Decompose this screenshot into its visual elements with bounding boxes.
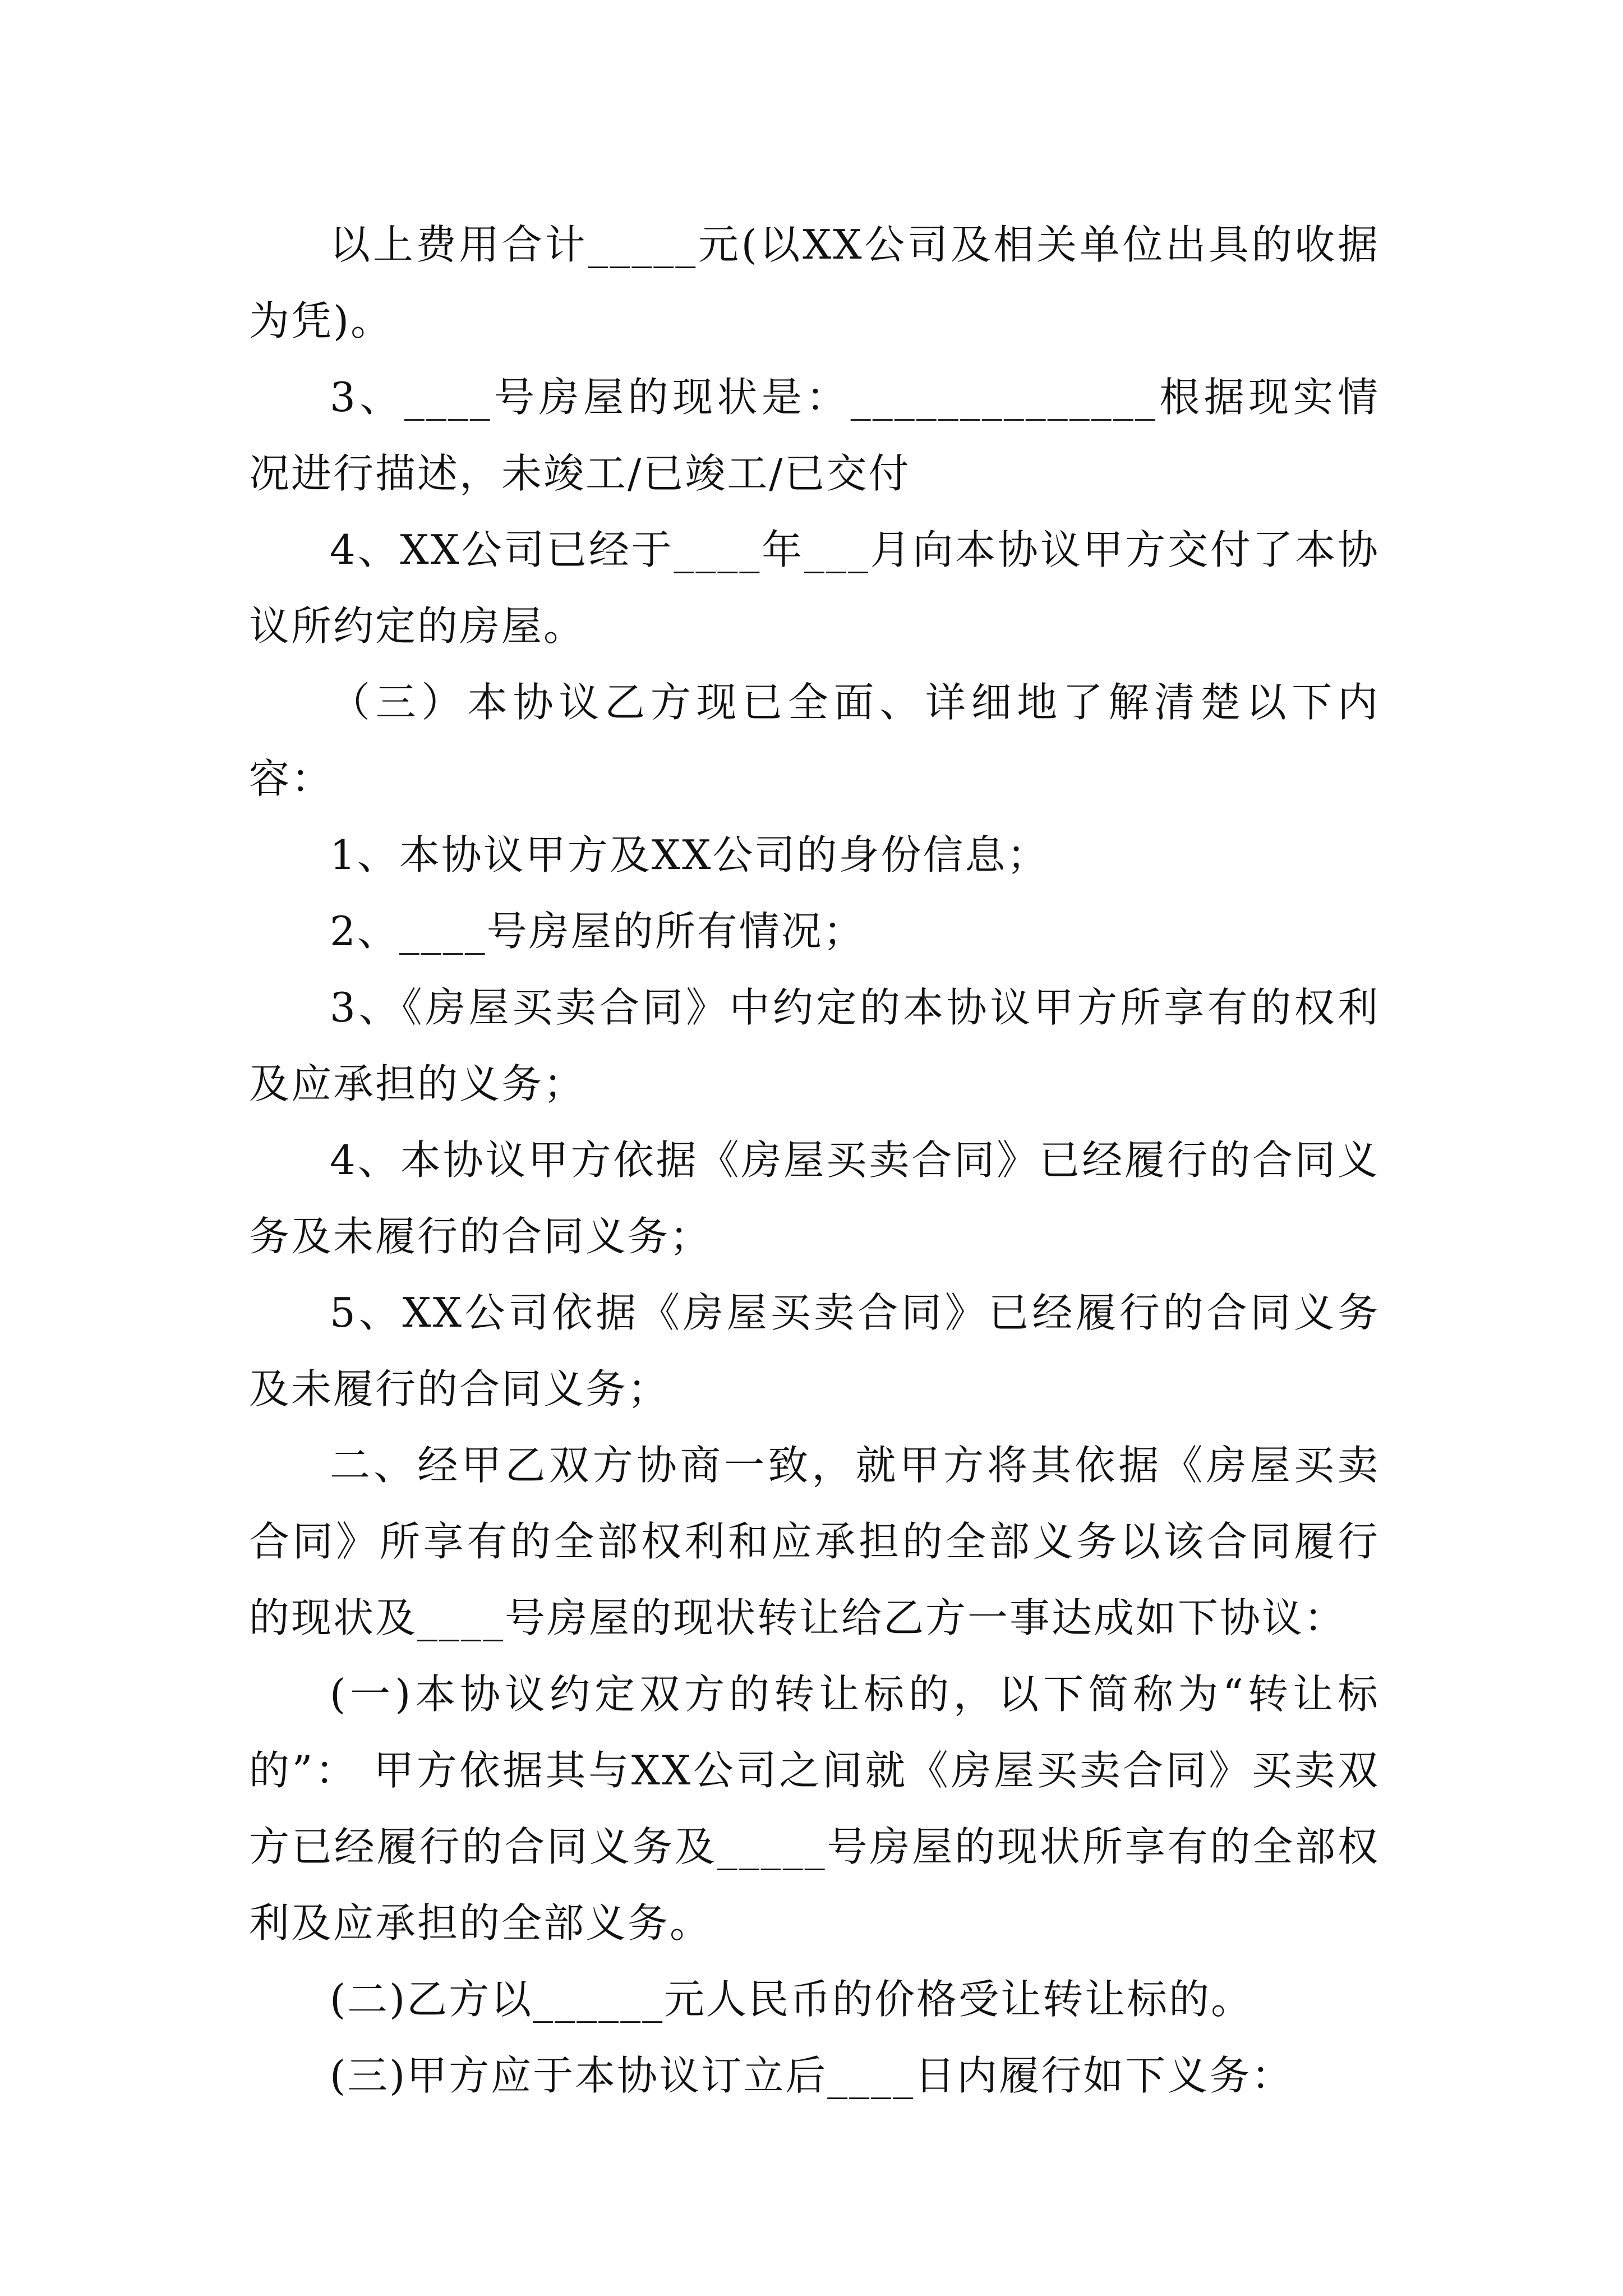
paragraph-transfer-price: (二)乙方以______元人民币的价格受让转让标的。 [330,1976,1253,2023]
paragraph-transfer-subject: (一)本协议约定双方的转让标的，以下简称为“转让标的”： 甲方依据其与XX公司之间就《房屋买卖合同》买卖双方已经履行的合同义务及_____号房屋的现状所享有的全部权利及应承担的全部义务。 [249,1671,1380,1947]
paragraph-item-identity: 1、本协议甲方及XX公司的身份信息； [330,831,1049,878]
paragraph-party-a-obligations: (三)甲方应于本协议订立后____日内履行如下义务： [330,2052,1294,2099]
paragraph-fee-total: 以上费用合计_____元(以XX公司及相关单位出具的收据为凭)。 [249,221,1380,344]
paragraph-party-b-understanding: （三）本协议乙方现已全面、详细地了解清楚以下内容： [249,679,1380,802]
paragraph-section-agreement: 二、经甲乙双方协商一致，就甲方将其依据《房屋买卖合同》所享有的全部权利和应承担的全部义务以该合同履行的现状及____号房屋的现状转让给乙方一事达成如下协议： [249,1442,1380,1641]
document-body [249,206,1380,2114]
paragraph-delivery-date: 4、XX公司已经于____年___月向本协议甲方交付了本协议所约定的房屋。 [249,526,1380,650]
paragraph-item-house-situation: 2、____号房屋的所有情况； [330,908,865,955]
paragraph-item-rights-obligations: 3、《房屋买卖合同》中约定的本协议甲方所享有的权利及应承担的义务； [249,984,1380,1107]
paragraph-house-status: 3、____号房屋的现状是：______________根据现实情况进行描述，未竣工/已竣工/已交付 [249,374,1380,497]
paragraph-item-company-performance: 5、XX公司依据《房屋买卖合同》已经履行的合同义务及未履行的合同义务； [249,1289,1380,1412]
paragraph-item-party-a-performance: 4、本协议甲方依据《房屋买卖合同》已经履行的合同义务及未履行的合同义务； [249,1137,1380,1260]
